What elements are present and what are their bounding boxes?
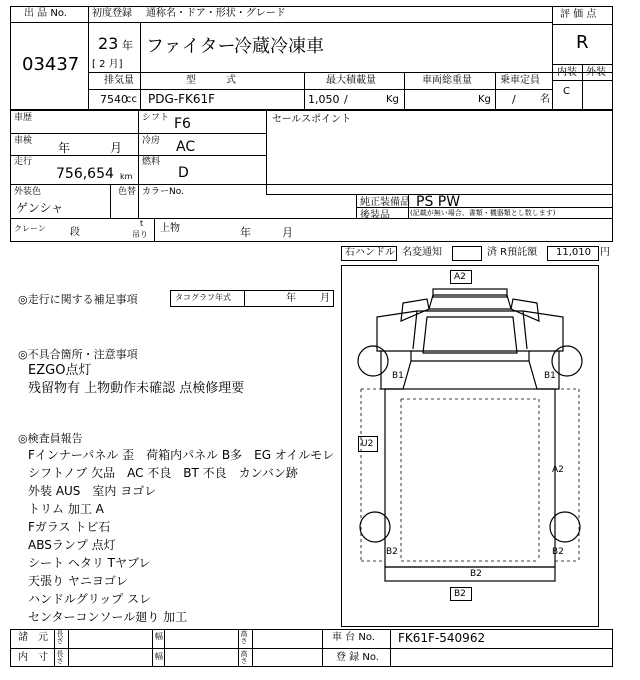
crane-ton-bottom: 吊り	[132, 230, 148, 239]
inspection-year: 年	[58, 141, 71, 155]
mark-label: U2	[361, 439, 374, 449]
name-change-label: 名変通知	[402, 247, 442, 258]
inspector-line: Fインナーパネル 歪 荷箱内パネル B多 EG オイルモレ	[28, 448, 335, 462]
inspector-line: トリム 加工 A	[28, 502, 104, 516]
first-reg-label: 初度登録	[92, 8, 132, 19]
capacity-unit: 名	[540, 94, 550, 105]
first-reg-year: 23	[98, 34, 119, 53]
car-name: ファイター	[146, 36, 236, 57]
chassis-label: 車 台 No.	[332, 632, 375, 643]
height-label-2: 高さ	[240, 650, 248, 664]
length-label-2: 長さ	[56, 650, 64, 664]
cab-visor	[433, 289, 507, 297]
running-notes-title: ◎走行に関する補足事項	[18, 293, 138, 306]
shift-label: シフト	[142, 113, 170, 123]
inspector-title: ◎検査員報告	[18, 432, 83, 445]
mark-label: B2	[386, 547, 398, 557]
history-label: 車歴	[14, 113, 33, 123]
interior-label: 内装	[557, 67, 577, 78]
right-mirror	[511, 299, 539, 321]
mark-label: A2	[552, 465, 564, 475]
model-grade-label: 通称名・ドア・形状・グレード	[146, 8, 286, 19]
color-no-label: カラーNo.	[142, 187, 184, 197]
first-reg-month: [ 2 月]	[92, 59, 123, 70]
windshield	[423, 317, 517, 353]
mark-label: B1	[544, 371, 556, 381]
grade-label: 評 価 点	[560, 9, 597, 20]
aftermarket-label: 後装品	[360, 210, 390, 221]
displacement-value: 7540	[100, 93, 128, 106]
model-label: 型 式	[186, 75, 236, 86]
r-deposit-label: 済 R預託額	[487, 247, 538, 258]
name-change-box	[452, 246, 482, 261]
mileage-value: 756,654	[56, 166, 114, 182]
mileage-unit: km	[120, 172, 133, 181]
equipment-value: PS PW	[416, 194, 461, 210]
first-reg-year-unit: 年	[122, 39, 133, 52]
defect-line: EZGO点灯	[28, 363, 92, 378]
inspector-line: センターコンソール廻り 加工	[28, 610, 188, 624]
inspector-line: ABSランプ 点灯	[28, 538, 116, 552]
mileage-label: 走行	[14, 157, 33, 167]
inspector-line: ハンドルグリップ スレ	[28, 592, 152, 606]
height-label: 高さ	[240, 630, 248, 644]
r-deposit-value: 11,010	[556, 247, 591, 258]
crane-ton-top: t	[140, 219, 144, 228]
chassis-value: FK61F-540962	[398, 631, 486, 645]
steering-value: 右ハンドル	[345, 247, 395, 258]
front-right-wheel	[552, 346, 582, 376]
gross-weight-unit: Kg	[478, 94, 491, 105]
tachograph-year: 年	[286, 293, 296, 304]
ac-value: AC	[176, 139, 196, 155]
width-label: 幅	[155, 632, 163, 641]
gross-weight-label: 車両総重量	[422, 75, 472, 86]
capacity-slash: /	[512, 93, 516, 106]
ac-label: 冷房	[142, 136, 161, 146]
reg-no-label: 登 録 No.	[336, 652, 379, 663]
lot-label: 出 品 No.	[24, 8, 67, 19]
max-load-value: 1,050	[308, 93, 340, 106]
max-load-slash: /	[344, 93, 348, 106]
mark-label: B2	[454, 589, 466, 599]
front-left-wheel	[358, 346, 388, 376]
color-code-label: 色替	[118, 187, 137, 197]
interior-grade: C	[563, 86, 570, 97]
fuel-value: D	[178, 165, 189, 181]
aftermarket-note: (記載が無い場合、書類・機器類とし数します)	[410, 209, 556, 217]
tachograph-month: 月	[320, 293, 330, 304]
exterior-label: 外装	[586, 67, 606, 78]
inspector-line: 天張り ヤニヨゴレ	[28, 574, 128, 588]
max-load-label: 最大積載量	[326, 75, 376, 86]
upper-year: 年	[240, 226, 251, 239]
sales-point-label: セールスポイント	[272, 114, 352, 125]
equipment-label: 純正装備品	[360, 197, 410, 208]
inner-label: 内 寸	[18, 652, 48, 663]
left-mirror	[401, 299, 429, 321]
r-deposit-unit: 円	[600, 247, 610, 258]
defects-title: ◎不具合箇所・注意事項	[18, 348, 138, 361]
inspection-month: 月	[110, 141, 123, 155]
displacement-unit: cc	[126, 94, 137, 105]
upper-month: 月	[282, 226, 293, 239]
width-label-2: 幅	[155, 652, 163, 661]
car-body: 冷蔵冷凍車	[234, 36, 324, 57]
defect-line: 残留物有 上物動作未確認 点検修理要	[28, 381, 245, 396]
overall-grade: R	[576, 32, 589, 53]
mark-label: B1	[392, 371, 404, 381]
length-label: 長さ	[56, 630, 64, 644]
inspector-line: 外装 AUS 室内 ヨゴレ	[28, 484, 157, 498]
spec-label: 諸 元	[18, 632, 48, 643]
inspector-line: Fガラス トビ石	[28, 520, 111, 534]
mark-label: A2	[454, 272, 466, 282]
cargo-box	[385, 389, 555, 567]
upper-label: 上物	[160, 223, 180, 234]
model-value: PDG-FK61F	[148, 92, 216, 106]
mark-label: B2	[552, 547, 564, 557]
crane-steps: 段	[70, 227, 80, 238]
color-value: ゲンシャ	[16, 201, 64, 215]
inspector-line: シート ヘタリ Tヤブレ	[28, 556, 151, 570]
max-load-unit: Kg	[386, 94, 399, 105]
mark-label: B2	[470, 569, 482, 579]
inspector-line: シフトノブ 欠品 AC 不良 BT 不良 カンバン跡	[28, 466, 298, 480]
color-label: 外装色	[14, 187, 42, 197]
crane-label: クレーン	[14, 224, 46, 233]
fuel-label: 燃料	[142, 157, 161, 167]
displacement-label: 排気量	[104, 75, 134, 86]
lot-number: 03437	[22, 54, 80, 75]
shift-value: F6	[174, 116, 191, 132]
inspection-label: 車検	[14, 136, 33, 146]
tachograph-label: タコグラフ年式	[175, 293, 231, 302]
capacity-label: 乗車定員	[500, 75, 540, 86]
